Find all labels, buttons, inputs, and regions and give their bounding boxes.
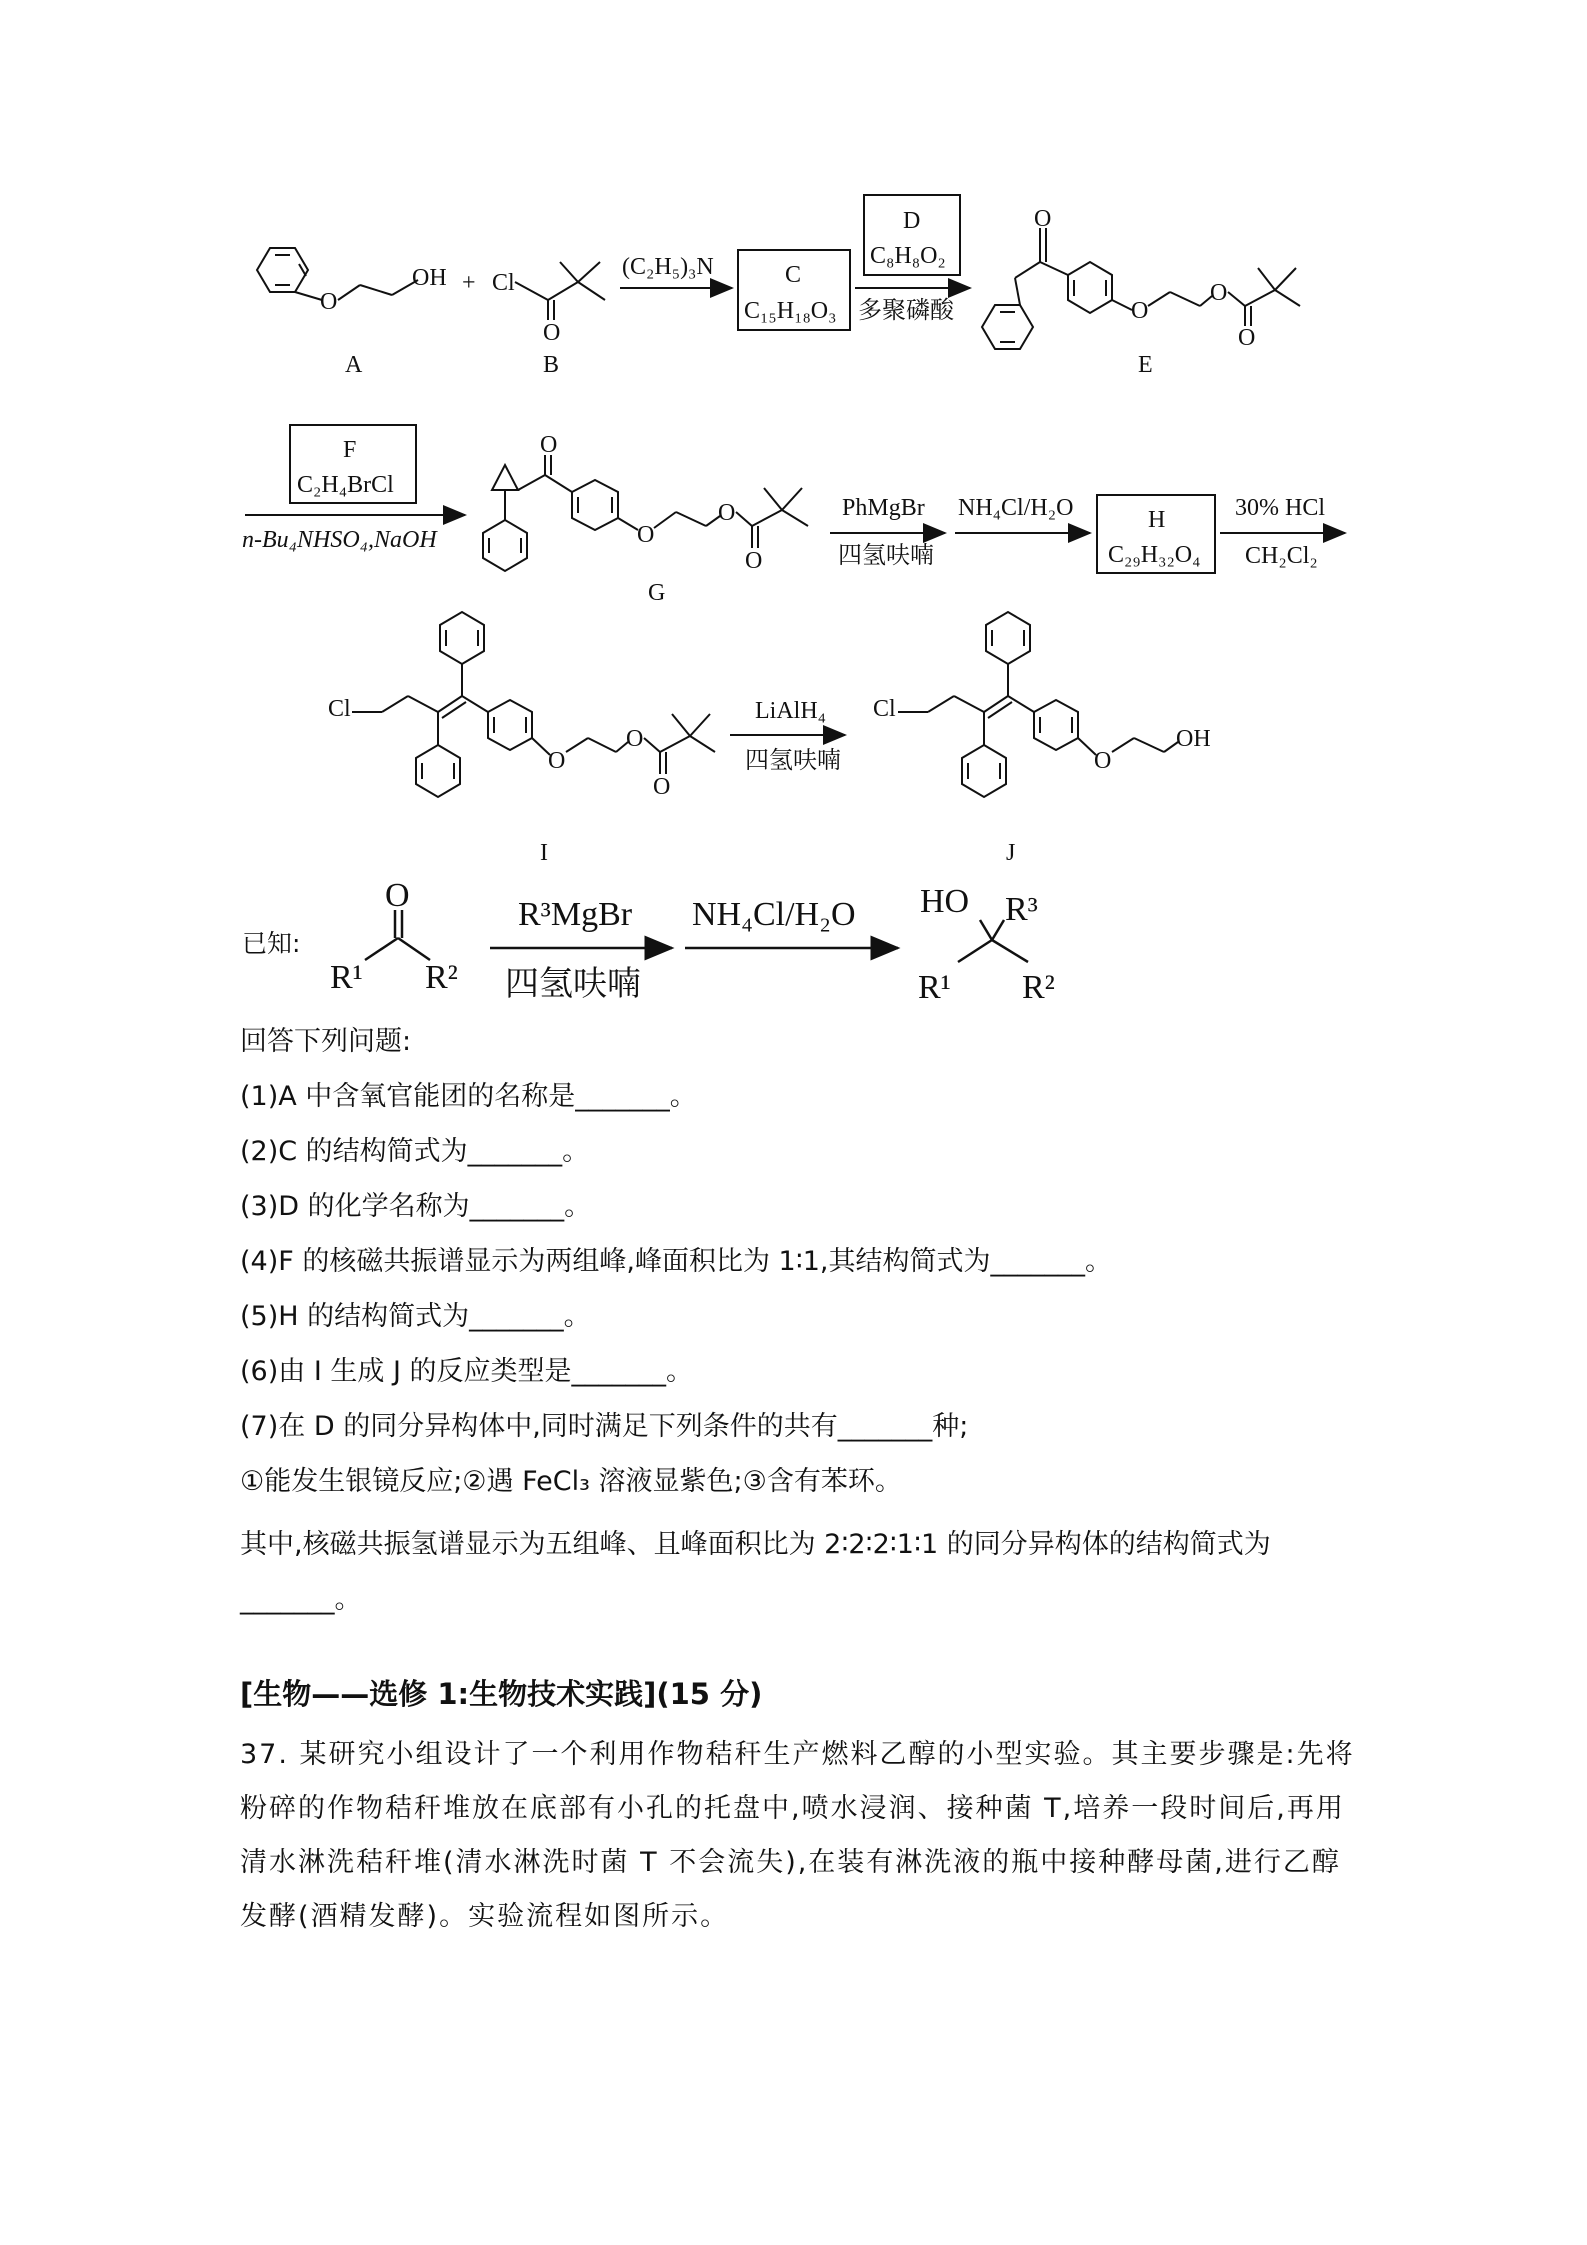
compound-b-structure [515,262,605,320]
reagent-lialh4: LiAlH₄ [755,698,827,724]
atom-o-i3: O [653,774,671,800]
question-4: (4)F 的核磁共振谱显示为两组峰,峰面积比为 1∶1,其结构简式为_______。 [240,1246,1112,1277]
reagent-thf-2: 四氢呋喃 [745,746,841,774]
atom-oh-a: OH [412,265,447,291]
atom-o-i1: O [548,748,566,774]
box-f-name: F [343,437,357,463]
reaction-scheme [0,0,1587,1010]
atom-o-g4: O [745,548,763,574]
atom-o-g1: O [540,432,558,458]
atom-oh-j: OH [1176,726,1211,752]
known-o: O [385,877,410,914]
known-reagent-grignard: R³MgBr [518,896,633,933]
label-j: J [1006,840,1016,866]
known-r1b: R¹ [918,969,951,1006]
label-e: E [1138,352,1153,378]
known-ho: HO [920,883,970,920]
known-reagent-thf: 四氢呋喃 [505,964,641,1004]
known-prefix: 已知: [242,929,301,958]
atom-cl-j: Cl [873,696,896,722]
atom-o-e4: O [1238,325,1256,351]
atom-o-g2: O [637,522,655,548]
reagent-thf-1: 四氢呋喃 [838,541,934,569]
box-d-name: D [903,208,921,234]
question-37: 37. 某研究小组设计了一个利用作物秸秆生产燃料乙醇的小型实验。其主要步骤是:先将粉碎的作物秸秆堆放在底部有小孔的托盘中,喷水浸润、接种菌 T,培养一段时间后,再用清水淋洗秸秆堆(清水淋洗时菌 T 不会流失),在装有淋洗液的瓶中接种酵母菌,进行乙醇发酵(酒精发酵)。实验流程如图所示。 [240,1739,1355,1932]
condition-f: n-Bu₄NHSO₄,NaOH [242,527,437,553]
reagent-ch2cl2: CH₂Cl₂ [1245,543,1318,569]
atom-o-e1: O [1034,206,1052,232]
compound-i-structure [352,612,715,797]
reagent-triethylamine: (C₂H₅)₃N [622,254,714,280]
reagent-phmgbr: PhMgBr [842,495,925,521]
atom-o-e2: O [1131,298,1149,324]
reagent-hcl: 30% HCl [1235,495,1325,521]
atom-o-i2: O [626,726,644,752]
known-r3: R³ [1005,891,1038,928]
known-reagent-nh4cl: NH₄Cl/H₂O [692,896,856,933]
atom-o-a: O [320,289,338,315]
known-r1: R¹ [330,959,363,996]
compound-j-structure [898,612,1178,797]
box-h-name: H [1148,507,1166,533]
question-1: (1)A 中含氧官能团的名称是_______。 [240,1081,697,1112]
box-c-name: C [785,262,802,288]
label-b: B [543,352,560,378]
section-title: [生物——选修 1:生物技术实践](15 分) [240,1677,763,1711]
box-f-formula: C₂H₄BrCl [297,472,394,498]
question-5: (5)H 的结构简式为_______。 [240,1301,591,1332]
atom-cl-i: Cl [328,696,351,722]
reagent-ppa: 多聚磷酸 [858,296,954,324]
known-r2b: R² [1022,969,1055,1006]
label-a: A [345,352,363,378]
question-7-conditions: ①能发生银镜反应;②遇 FeCl₃ 溶液显紫色;③含有苯环。 [240,1466,902,1497]
question-3: (3)D 的化学名称为_______。 [240,1191,592,1222]
question-7-tail: 其中,核磁共振氢谱显示为五组峰、且峰面积比为 2∶2∶2∶1∶1 的同分异构体的结构简式为_______。 [240,1529,1271,1615]
box-h-formula: C₂₉H₃₂O₄ [1108,542,1201,568]
known-ketone-structure [365,910,430,960]
atom-o-b: O [543,320,561,346]
questions-intro: 回答下列问题: [240,1026,412,1057]
box-d-formula: C₈H₈O₂ [870,243,946,269]
box-c-formula: C₁₅H₁₈O₃ [744,298,837,324]
label-i: I [540,840,548,866]
known-r2: R² [425,959,458,996]
atom-o-j: O [1094,748,1112,774]
atom-o-g3: O [718,500,736,526]
atom-o-e3: O [1210,280,1228,306]
question-7: (7)在 D 的同分异构体中,同时满足下列条件的共有_______种; [240,1411,969,1442]
label-g: G [648,580,666,606]
reagent-nh4cl-1: NH₄Cl/H₂O [958,495,1074,521]
plus-sign: + [462,270,476,296]
atom-cl-b: Cl [492,270,515,296]
question-2: (2)C 的结构简式为_______。 [240,1136,590,1167]
compound-a-structure [257,248,418,300]
question-6: (6)由 I 生成 J 的反应类型是_______。 [240,1356,694,1387]
